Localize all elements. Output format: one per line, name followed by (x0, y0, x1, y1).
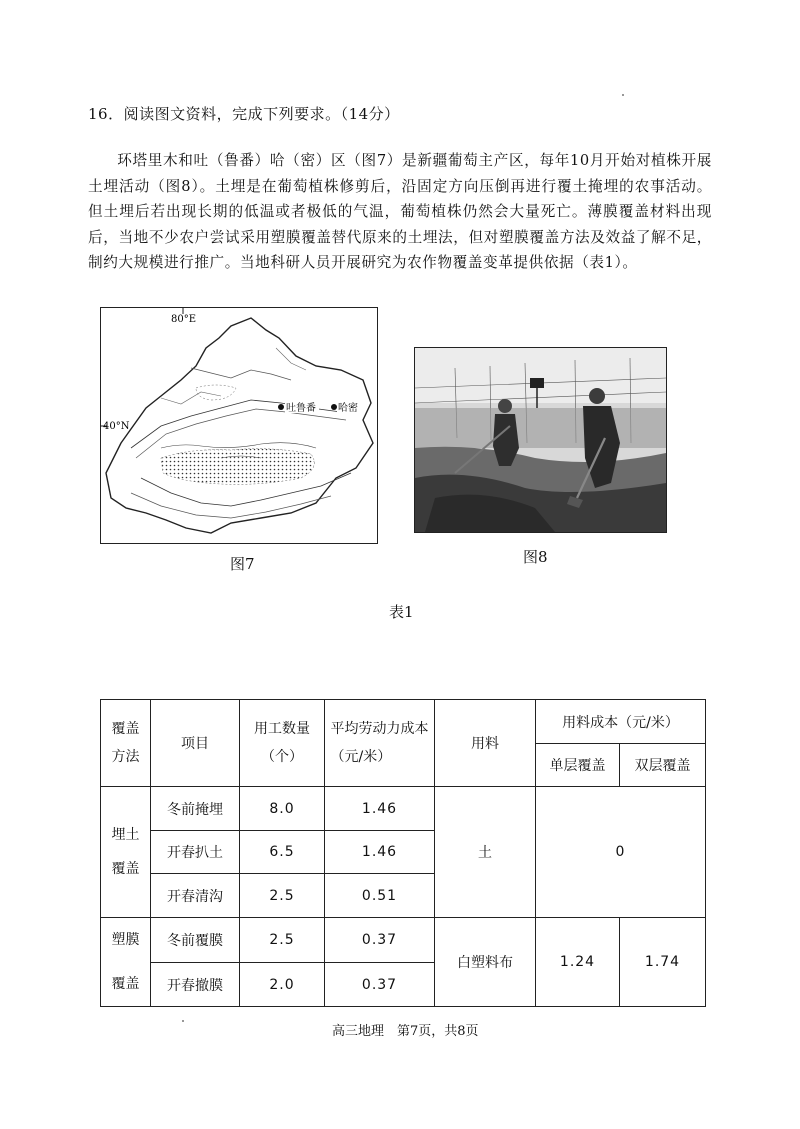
header-double-layer: 双层覆盖 (620, 744, 706, 787)
row-item: 冬前覆膜 (151, 918, 240, 963)
figure-7-caption: 图7 (230, 555, 255, 573)
header-workers: 用工数量（个） (240, 700, 325, 787)
row-item: 冬前掩埋 (151, 787, 240, 831)
group-method-soil: 埋土覆盖 (101, 787, 151, 918)
figure-7-map (100, 307, 378, 544)
table-row (101, 918, 706, 963)
group-method-film: 塑膜覆盖 (101, 918, 151, 1007)
row-labor: 1.46 (325, 787, 435, 831)
question-paragraph: 环塔里木和吐（鲁番）哈（密）区（图7）是新疆葡萄主产区，每年10月开始对植株开展土埋活动（图8）。土埋是在葡萄植株修剪后，沿固定方向压倒再进行覆土掩埋的农事活动。但土埋后若出现长期的低温或者极低的气温，葡萄植株仍然会大量死亡。薄膜覆盖材料出现后，当地不少农户尝试采用塑膜覆盖替代原来的土埋法，但对塑膜覆盖方法及效益了解不足，制约大规模进行推广。当地科研人员开展研究为农作物覆盖变革提供依据（表1）。 (88, 152, 712, 271)
row-workers: 2.0 (240, 963, 325, 1007)
row-workers: 8.0 (240, 787, 325, 831)
page-footer: 高三地理 第7页，共8页 (332, 1024, 479, 1039)
row-workers: 2.5 (240, 874, 325, 918)
table-row (101, 787, 706, 831)
lon-label: 80°E (171, 314, 197, 325)
figure-8-caption: 图8 (523, 548, 548, 566)
vineyard-burial-photo (415, 348, 666, 532)
row-labor: 1.46 (325, 831, 435, 874)
group-material-soil: 土 (435, 787, 536, 918)
row-labor: 0.37 (325, 918, 435, 963)
group-cost-soil: 0 (536, 787, 706, 918)
group-cost-single: 1.24 (536, 918, 620, 1007)
table-caption: 表1 (389, 603, 414, 621)
figure-8-photo (414, 347, 667, 533)
city-turpan-label: 吐鲁番 (286, 403, 316, 414)
row-labor: 0.37 (325, 963, 435, 1007)
row-workers: 6.5 (240, 831, 325, 874)
header-method: 覆盖方法 (101, 700, 151, 787)
header-labor-cost: 平均劳动力成本（元/米） (325, 700, 435, 787)
row-labor: 0.51 (325, 874, 435, 918)
row-item: 开春扒土 (151, 831, 240, 874)
group-material-film: 白塑料布 (435, 918, 536, 1007)
header-material: 用料 (435, 700, 536, 787)
lat-label: 40°N (103, 421, 130, 432)
ink-speck (182, 1020, 184, 1022)
row-item: 开春清沟 (151, 874, 240, 918)
row-workers: 2.5 (240, 918, 325, 963)
city-hami-label: 哈密 (338, 403, 358, 414)
header-single-layer: 单层覆盖 (536, 744, 620, 787)
row-item: 开春撤膜 (151, 963, 240, 1007)
header-item: 项目 (151, 700, 240, 787)
data-table (100, 699, 706, 1007)
header-material-cost: 用料成本（元/米） (536, 700, 706, 744)
ink-speck (622, 94, 624, 96)
xinjiang-map (101, 308, 377, 543)
group-cost-double: 1.74 (620, 918, 706, 1007)
question-title: 16．阅读图文资料，完成下列要求。（14分） (88, 105, 400, 123)
